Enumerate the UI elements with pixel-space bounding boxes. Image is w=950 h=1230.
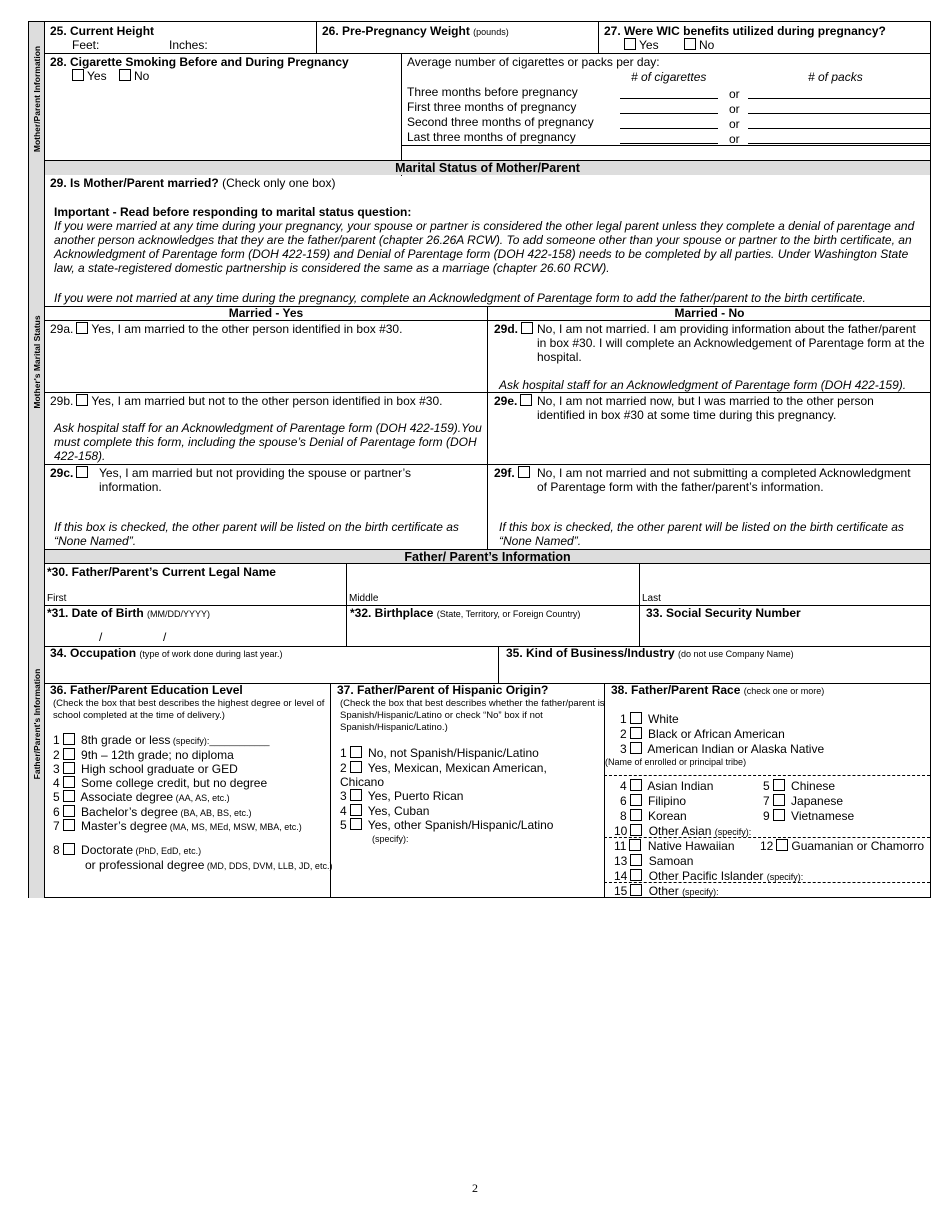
education-option-note: (AA, AS, etc.) <box>173 793 230 803</box>
q29-important: Important - Read before responding to marital status question: <box>54 205 412 219</box>
q25-feet: Feet: <box>72 38 100 52</box>
q35-label: 35. Kind of Business/Industry (do not use Company Name) <box>506 646 794 660</box>
q25-inches: Inches: <box>169 38 208 52</box>
q29-para1: If you were married at any time during your pregnancy, your spouse or partner is considered the other legal parent unless they complete a denial of parentage and another person acknowledges that they are the father/parent (chapter 26.26A RCW). To add someone other than your spouse or partner to the birth certificate, an Acknowledgment of Parentage form (DOH 422-159) and Denial of Parentage form (DOH 422-158) needs to be completed by all parties. Under Washington State law, a state-registered domestic partnership is considered the same as a marriage (chapter 26.60 RCW). <box>54 219 915 275</box>
race-15[interactable]: 15 Other (specify): <box>614 884 719 898</box>
q29-label: 29. Is Mother/Parent married? (Check only one box) <box>50 176 336 190</box>
education-option-note: (specify):____________ <box>170 736 270 746</box>
education-option-4[interactable]: 4 Some college credit, but no degree <box>53 776 268 790</box>
q27-label: 27. Were WIC benefits utilized during pregnancy? <box>604 24 886 38</box>
education-option-note: (BA, AB, BS, etc.) <box>177 808 252 818</box>
hispanic-option-5[interactable]: 5 Yes, other Spanish/Hispanic/Latino (specify): <box>340 818 580 846</box>
q29-para2: If you were not married at any time during the pregnancy, complete an Acknowledgment of Parentage form to add the father/parent to the birth certificate. <box>54 291 866 305</box>
checkbox[interactable] <box>630 869 642 881</box>
checkbox[interactable] <box>63 819 75 831</box>
or-text: or <box>729 117 740 131</box>
race-7[interactable]: 7 Japanese <box>763 794 844 808</box>
q28-col-cig: # of cigarettes <box>631 70 707 84</box>
tribe-note: (Name of enrolled or principal tribe) <box>605 757 747 767</box>
education-option-label: Doctorate <box>77 843 134 857</box>
checkbox[interactable] <box>63 733 75 745</box>
checkbox[interactable] <box>76 322 88 334</box>
checkbox[interactable] <box>350 761 362 773</box>
race-8[interactable]: 8 Korean <box>620 809 687 823</box>
checkbox[interactable] <box>630 854 642 866</box>
hispanic-option-note: (specify): <box>372 834 409 844</box>
q37-label: 37. Father/Parent of Hispanic Origin? <box>337 683 549 697</box>
q30-middle: Middle <box>349 593 379 604</box>
checkbox[interactable] <box>624 38 636 50</box>
race-11[interactable]: 11 Native Hawaiian <box>614 839 735 853</box>
or-text: or <box>729 87 740 101</box>
col-married-no: Married - No <box>674 306 745 320</box>
q28-avg: Average number of cigarettes or packs per day: <box>407 55 660 69</box>
hispanic-option-1[interactable]: 1 No, not Spanish/Hispanic/Latino <box>340 746 539 760</box>
q28-packs-field-4[interactable] <box>748 143 931 144</box>
education-option-8[interactable]: 8 Doctorate (PhD, EdD, etc.) or professional degree (MD, DDS, DVM, LLB, JD, etc.) <box>53 843 333 872</box>
checkbox[interactable] <box>76 394 88 406</box>
hispanic-option-3[interactable]: 3 Yes, Puerto Rican <box>340 789 464 803</box>
q30-label: *30. Father/Parent’s Current Legal Name <box>47 565 276 579</box>
q29b[interactable]: 29b. Yes, I am married but not to the other person identified in box #30. <box>50 394 443 408</box>
q28-cig-field-2[interactable] <box>620 113 718 114</box>
checkbox[interactable] <box>119 69 131 81</box>
q29f-text: No, I am not married and not submitting a completed Acknowledgment of Parentage form with the father/parent’s information. <box>537 466 911 494</box>
checkbox[interactable] <box>350 804 362 816</box>
q28-packs-field-2[interactable] <box>748 113 931 114</box>
checkbox[interactable] <box>630 794 642 806</box>
checkbox[interactable] <box>630 727 642 739</box>
father-section-header: Father/ Parent’s Information <box>45 549 930 564</box>
checkbox[interactable] <box>630 809 642 821</box>
checkbox[interactable] <box>630 742 642 754</box>
education-option-label: High school graduate or GED <box>77 762 238 776</box>
education-option-note: (PhD, EdD, etc.) <box>133 846 202 856</box>
checkbox[interactable] <box>350 789 362 801</box>
education-option-label: Master’s degree <box>77 819 168 833</box>
race-5[interactable]: 5 Chinese <box>763 779 836 793</box>
checkbox[interactable] <box>72 69 84 81</box>
checkbox[interactable] <box>76 466 88 478</box>
q38-label: 38. Father/Parent Race (check one or more) <box>611 683 825 697</box>
education-option-7[interactable]: 7 Master’s degree (MA, MS, MEd, MSW, MBA, etc.) <box>53 819 302 833</box>
q31-slash: / <box>99 630 103 644</box>
checkbox[interactable] <box>350 818 362 830</box>
q28-yes[interactable]: Yes <box>69 69 107 83</box>
q29d-text: No, I am not married. I am providing information about the father/parent in box #30. I will complete an Acknowledgement of Parentage form at the hospital. <box>537 322 925 364</box>
hispanic-option-4[interactable]: 4 Yes, Cuban <box>340 804 430 818</box>
education-option-label: 9th – 12th grade; no diploma <box>77 748 234 762</box>
q33-label: 33. Social Security Number <box>646 606 801 620</box>
education-option-label: Some college credit, but no degree <box>77 776 268 790</box>
q37-note: (Check the box that best describes whether the father/parent is Spanish/Hispanic/Latino or check “No” box if not Spanish/Hispanic/Latino.) <box>340 698 605 733</box>
education-option-label: Associate degree <box>77 790 174 804</box>
checkbox[interactable] <box>629 839 641 851</box>
race-10[interactable]: 10 Other Asian (specify): <box>614 824 752 838</box>
checkbox[interactable] <box>63 776 75 788</box>
checkbox[interactable] <box>776 839 788 851</box>
q29c[interactable]: 29c. <box>50 466 91 480</box>
education-option-3[interactable]: 3 High school graduate or GED <box>53 762 238 776</box>
q29b-note: Ask hospital staff for an Acknowledgment of Parentage form (DOH 422-159).You must complete this form, including the spouse’s Denial of Parentage form (DOH 422-158). <box>54 421 482 463</box>
education-option-2[interactable]: 2 9th – 12th grade; no diploma <box>53 748 234 762</box>
checkbox[interactable] <box>773 809 785 821</box>
or-text: or <box>729 102 740 116</box>
q28-no[interactable]: No <box>116 69 149 83</box>
q29c-text: Yes, I am married but not providing the spouse or partner’s information. <box>99 466 411 494</box>
checkbox[interactable] <box>773 794 785 806</box>
q29f[interactable]: 29f. <box>494 466 533 480</box>
education-option-label: Bachelor’s degree <box>77 805 178 819</box>
hispanic-option-2[interactable]: 2 Yes, Mexican, Mexican American, Chicano <box>340 761 547 789</box>
q28-row-4: Last three months of pregnancy <box>407 130 576 144</box>
checkbox[interactable] <box>630 824 642 836</box>
checkbox[interactable] <box>630 712 642 724</box>
q30-first: First <box>47 593 67 604</box>
marital-section-header: Marital Status of Mother/Parent <box>45 160 930 175</box>
q28-cig-field-4[interactable] <box>620 143 718 144</box>
side-label-father: Father/Parent's Information <box>29 549 45 898</box>
q31-slash: / <box>163 630 167 644</box>
q29d[interactable]: 29d. <box>494 322 536 336</box>
q28-label: 28. Cigarette Smoking Before and During Pregnancy <box>50 55 349 69</box>
q29f-note: If this box is checked, the other parent will be listed on the birth certificate as “None Named”. <box>499 520 904 548</box>
checkbox[interactable] <box>63 748 75 760</box>
q36-label: 36. Father/Parent Education Level <box>50 683 243 697</box>
q30-last: Last <box>642 593 661 604</box>
race-2[interactable]: 2 Black or African American <box>620 727 785 741</box>
q28-row-3: Second three months of pregnancy <box>407 115 594 129</box>
race-4[interactable]: 4 Asian Indian <box>620 779 714 793</box>
race-1[interactable]: 1 White <box>620 712 679 726</box>
race-13[interactable]: 13 Samoan <box>614 854 694 868</box>
side-label-marital: Mother's Marital Status <box>29 175 45 549</box>
checkbox[interactable] <box>520 394 532 406</box>
race-9[interactable]: 9 Vietnamese <box>763 809 855 823</box>
q26-label: 26. Pre-Pregnancy Weight (pounds) <box>322 24 509 38</box>
hispanic-option-label: Yes, Mexican, Mexican American, Chicano <box>340 761 547 789</box>
q28-cig-field-1[interactable] <box>620 98 718 99</box>
q29e-text: No, I am not married now, but I was married to the other person identified in box #30 at some time during this pregnancy. <box>537 394 874 422</box>
education-option-5[interactable]: 5 Associate degree (AA, AS, etc.) <box>53 790 230 804</box>
education-option-label: 8th grade or less <box>77 733 171 747</box>
q27-yes[interactable]: Yes <box>621 38 659 52</box>
checkbox[interactable] <box>63 805 75 817</box>
race-3[interactable]: 3 American Indian or Alaska Native <box>620 742 825 756</box>
race-6[interactable]: 6 Filipino <box>620 794 687 808</box>
education-option-note: (MA, MS, MEd, MSW, MBA, etc.) <box>167 822 302 832</box>
race-14[interactable]: 14 Other Pacific Islander (specify): <box>614 869 804 883</box>
q29e[interactable]: 29e. <box>494 394 535 408</box>
or-text: or <box>729 132 740 146</box>
q29a[interactable]: 29a. Yes, I am married to the other person identified in box #30. <box>50 322 403 336</box>
checkbox[interactable] <box>350 746 362 758</box>
race-12[interactable]: 12 Guamanian or Chamorro <box>760 839 925 853</box>
q28-row-2: First three months of pregnancy <box>407 100 577 114</box>
checkbox[interactable] <box>630 779 642 791</box>
q28-row-1: Three months before pregnancy <box>407 85 578 99</box>
birth-form <box>28 21 931 898</box>
checkbox[interactable] <box>518 466 530 478</box>
side-label-mother: Mother/Parent Information <box>29 22 45 175</box>
hispanic-option-label: Yes, other Spanish/Hispanic/Latino <box>364 818 554 832</box>
q28-col-packs: # of packs <box>808 70 863 84</box>
q25-label: 25. Current Height <box>50 24 155 38</box>
checkbox[interactable] <box>773 779 785 791</box>
q36-note: (Check the box that best describes the highest degree or level of school completed at the time of delivery.) <box>53 698 325 721</box>
q34-label: 34. Occupation (type of work done during last year.) <box>50 646 283 660</box>
education-option-6[interactable]: 6 Bachelor’s degree (BA, AB, BS, etc.) <box>53 805 252 819</box>
hispanic-option-label: Yes, Puerto Rican <box>364 789 464 803</box>
education-option-label-cont: or professional degree (MD, DDS, DVM, LLB, JD, etc.) <box>85 858 333 872</box>
q28-packs-field-1[interactable] <box>748 98 931 99</box>
education-option-1[interactable]: 1 8th grade or less (specify):____________ <box>53 733 270 747</box>
q32-label: *32. Birthplace (State, Territory, or Foreign Country) <box>350 606 581 620</box>
checkbox[interactable] <box>63 843 75 855</box>
q27-no[interactable]: No <box>681 38 714 52</box>
q29c-note: If this box is checked, the other parent will be listed on the birth certificate as “None Named”. <box>54 520 459 548</box>
q31-label: *31. Date of Birth (MM/DD/YYYY) <box>47 606 211 620</box>
checkbox[interactable] <box>684 38 696 50</box>
checkbox[interactable] <box>63 762 75 774</box>
q29d-note: Ask hospital staff for an Acknowledgment of Parentage form (DOH 422-159). <box>499 378 907 392</box>
col-married-yes: Married - Yes <box>228 306 304 320</box>
checkbox[interactable] <box>630 884 642 896</box>
hispanic-option-label: No, not Spanish/Hispanic/Latino <box>364 746 539 760</box>
checkbox[interactable] <box>63 790 75 802</box>
page-number: 2 <box>472 1181 478 1195</box>
q28-packs-field-3[interactable] <box>748 128 931 129</box>
q28-cig-field-3[interactable] <box>620 128 718 129</box>
hispanic-option-label: Yes, Cuban <box>364 804 430 818</box>
checkbox[interactable] <box>521 322 533 334</box>
